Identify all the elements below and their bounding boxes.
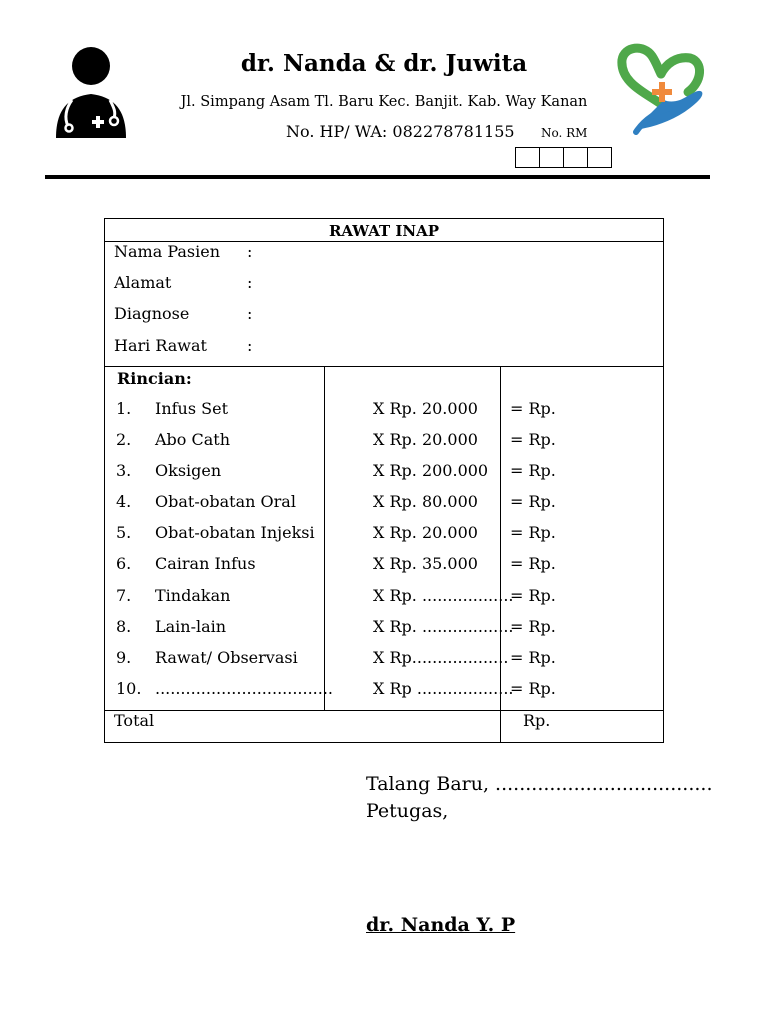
section-divider <box>105 366 663 367</box>
list-item: 10. ................................... X Rp ................... = Rp. <box>116 679 556 698</box>
field-label: Nama Pasien <box>114 242 221 261</box>
signature-name: dr. Nanda Y. P <box>366 914 516 936</box>
rawat-inap-form <box>104 218 664 743</box>
list-item: 3. Oksigen X Rp. 200.000 = Rp. <box>116 461 556 480</box>
field-label: Diagnose <box>114 304 190 323</box>
form-title: RAWAT INAP <box>105 219 663 242</box>
field-colon: : <box>247 273 253 292</box>
field-nama-pasien <box>114 242 252 261</box>
list-item: 2. Abo Cath X Rp. 20.000 = Rp. <box>116 430 556 449</box>
clinic-phone: No. HP/ WA: 082278781155 <box>286 122 515 141</box>
field-colon: : <box>247 304 253 323</box>
rm-number-boxes <box>516 147 612 168</box>
field-diagnose <box>114 304 252 323</box>
total-label: Total <box>114 711 155 730</box>
rm-digit-box <box>587 147 612 168</box>
clinic-name: dr. Nanda & dr. Juwita <box>240 50 528 77</box>
signature-role: Petugas, <box>366 800 449 822</box>
list-item: 5. Obat-obatan Injeksi X Rp. 20.000 = Rp. <box>116 523 556 542</box>
total-value: Rp. <box>523 711 551 730</box>
list-item: 4. Obat-obatan Oral X Rp. 80.000 = Rp. <box>116 492 556 511</box>
field-label: Hari Rawat <box>114 336 207 355</box>
header-divider <box>45 175 710 179</box>
list-item: 1. Infus Set X Rp. 20.000 = Rp. <box>116 399 556 418</box>
rm-label: No. RM <box>541 126 588 140</box>
field-label: Alamat <box>114 273 172 292</box>
rm-digit-box <box>515 147 540 168</box>
signature-place-date: Talang Baru, .................................... <box>366 773 713 795</box>
rm-digit-box <box>563 147 588 168</box>
field-colon: : <box>247 336 253 355</box>
field-hari-rawat <box>114 336 252 355</box>
heart-hand-cross-icon <box>614 42 708 136</box>
list-item: 8. Lain-lain X Rp. .................. = Rp. <box>116 617 556 636</box>
field-colon: : <box>247 242 253 261</box>
list-item: 9. Rawat/ Observasi X Rp................... = Rp. <box>116 648 556 667</box>
list-item: 6. Cairan Infus X Rp. 35.000 = Rp. <box>116 554 556 573</box>
field-alamat <box>114 273 252 292</box>
clinic-address: Jl. Simpang Asam Tl. Baru Kec. Banjit. Kab. Way Kanan <box>180 94 588 110</box>
rincian-label: Rincian: <box>117 369 192 388</box>
rm-digit-box <box>539 147 564 168</box>
total-divider <box>105 710 663 711</box>
list-item: 7. Tindakan X Rp. .................. = Rp. <box>116 586 556 605</box>
